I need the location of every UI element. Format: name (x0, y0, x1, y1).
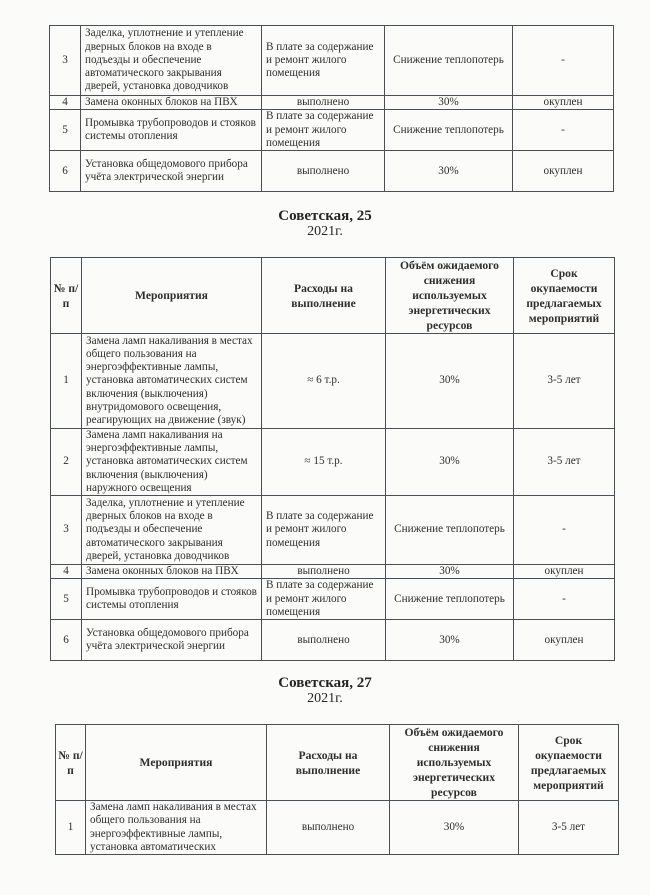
header-num: № п/п (56, 725, 86, 801)
table-header-row (56, 725, 619, 801)
measure-cell: Замена ламп накаливания в местах общего пользования на энергоэффективные лампы, установка автоматических (86, 801, 267, 855)
header-num: № п/п (51, 258, 82, 334)
header-measure: Мероприятия (86, 725, 267, 801)
table-row (51, 429, 615, 496)
cost-cell: В плате за содержание и ремонт жилого помещения (262, 579, 386, 620)
street-title: Советская, 25 (278, 208, 372, 224)
measure-cell: Замена ламп накаливания в местах общего пользования на энергоэффективные лампы, установка автоматических систем включения (выключения) внутридомового освещения, реагирующих на движение (звук) (82, 334, 262, 429)
row-number: 6 (51, 620, 82, 661)
payback-cell: - (513, 110, 614, 151)
table-header-row (51, 258, 615, 334)
cost-cell: В плате за содержание и ремонт жилого помещения (262, 26, 385, 96)
table-row (51, 565, 615, 579)
header-measure: Мероприятия (82, 258, 262, 334)
reduction-cell: 30% (385, 151, 513, 192)
row-number: 1 (56, 801, 86, 855)
payback-cell: окуплен (514, 620, 615, 661)
reduction-cell: Снижение теплопотерь (386, 496, 514, 565)
header-payback: Срок окупаемости предлагаемых мероприятий (519, 725, 619, 801)
row-number: 6 (50, 151, 81, 192)
table-row (50, 96, 614, 110)
row-number: 5 (50, 110, 81, 151)
header-reduction: Объём ожидаемого снижения используемых энергетических ресурсов (386, 258, 514, 334)
cost-cell: выполнено (262, 151, 385, 192)
measure-cell: Замена оконных блоков на ПВХ (82, 565, 262, 579)
table-row (56, 801, 619, 855)
payback-cell: 3-5 лет (519, 801, 619, 855)
row-number: 5 (51, 579, 82, 620)
measure-cell: Установка общедомового прибора учёта электрической энергии (81, 151, 262, 192)
measure-cell: Заделка, уплотнение и утепление дверных блоков на входе в подъезды и обеспечение автоматического закрывания дверей, установка доводчиков (82, 496, 262, 565)
row-number: 2 (51, 429, 82, 496)
section-heading-sovetskaya-25 (0, 208, 650, 240)
payback-cell: - (514, 496, 615, 565)
measure-cell: Замена ламп накаливания на энергоэффективные лампы, установка автоматических систем включения (выключения) наружного освещения (82, 429, 262, 496)
header-cost: Расходы на выполнение (267, 725, 390, 801)
measures-table-sovetskaya-27 (55, 724, 619, 855)
cost-cell: В плате за содержание и ремонт жилого помещения (262, 496, 386, 565)
payback-cell: 3-5 лет (514, 334, 615, 429)
measure-cell: Промывка трубопроводов и стояков системы отопления (82, 579, 262, 620)
cost-cell: ≈ 6 т.р. (262, 334, 386, 429)
reduction-cell: 30% (385, 96, 513, 110)
year-label: 2021г. (307, 691, 343, 706)
payback-cell: - (513, 26, 614, 96)
reduction-cell: Снижение теплопотерь (385, 110, 513, 151)
header-cost: Расходы на выполнение (262, 258, 386, 334)
reduction-cell: Снижение теплопотерь (386, 579, 514, 620)
measure-cell: Замена оконных блоков на ПВХ (81, 96, 262, 110)
year-label: 2021г. (307, 224, 343, 239)
measure-cell: Установка общедомового прибора учёта электрической энергии (82, 620, 262, 661)
table-row (51, 496, 615, 565)
table-row (51, 334, 615, 429)
measure-cell: Промывка трубопроводов и стояков системы отопления (81, 110, 262, 151)
row-number: 1 (51, 334, 82, 429)
street-title: Советская, 27 (278, 675, 372, 691)
header-reduction: Объём ожидаемого снижения используемых энергетических ресурсов (390, 725, 519, 801)
cost-cell: выполнено (262, 565, 386, 579)
row-number: 3 (51, 496, 82, 565)
section-heading-sovetskaya-27 (0, 675, 650, 707)
table-row (51, 620, 615, 661)
cost-cell: выполнено (262, 620, 386, 661)
measure-cell: Заделка, уплотнение и утепление дверных блоков на входе в подъезды и обеспечение автоматического закрывания дверей, установка доводчиков (81, 26, 262, 96)
row-number: 3 (50, 26, 81, 96)
reduction-cell: 30% (386, 565, 514, 579)
row-number: 4 (51, 565, 82, 579)
table-row (51, 579, 615, 620)
table-row (50, 151, 614, 192)
reduction-cell: 30% (386, 334, 514, 429)
reduction-cell: 30% (386, 620, 514, 661)
payback-cell: - (514, 579, 615, 620)
payback-cell: окуплен (513, 151, 614, 192)
payback-cell: окуплен (513, 96, 614, 110)
cost-cell: В плате за содержание и ремонт жилого помещения (262, 110, 385, 151)
reduction-cell: 30% (390, 801, 519, 855)
table-row (50, 26, 614, 96)
reduction-cell: 30% (386, 429, 514, 496)
payback-cell: окуплен (514, 565, 615, 579)
reduction-cell: Снижение теплопотерь (385, 26, 513, 96)
measures-table-continued (49, 25, 614, 192)
measures-table-sovetskaya-25 (50, 257, 615, 661)
payback-cell: 3-5 лет (514, 429, 615, 496)
cost-cell: ≈ 15 т.р. (262, 429, 386, 496)
cost-cell: выполнено (267, 801, 390, 855)
cost-cell: выполнено (262, 96, 385, 110)
row-number: 4 (50, 96, 81, 110)
header-payback: Срок окупаемости предлагаемых мероприятий (514, 258, 615, 334)
table-row (50, 110, 614, 151)
